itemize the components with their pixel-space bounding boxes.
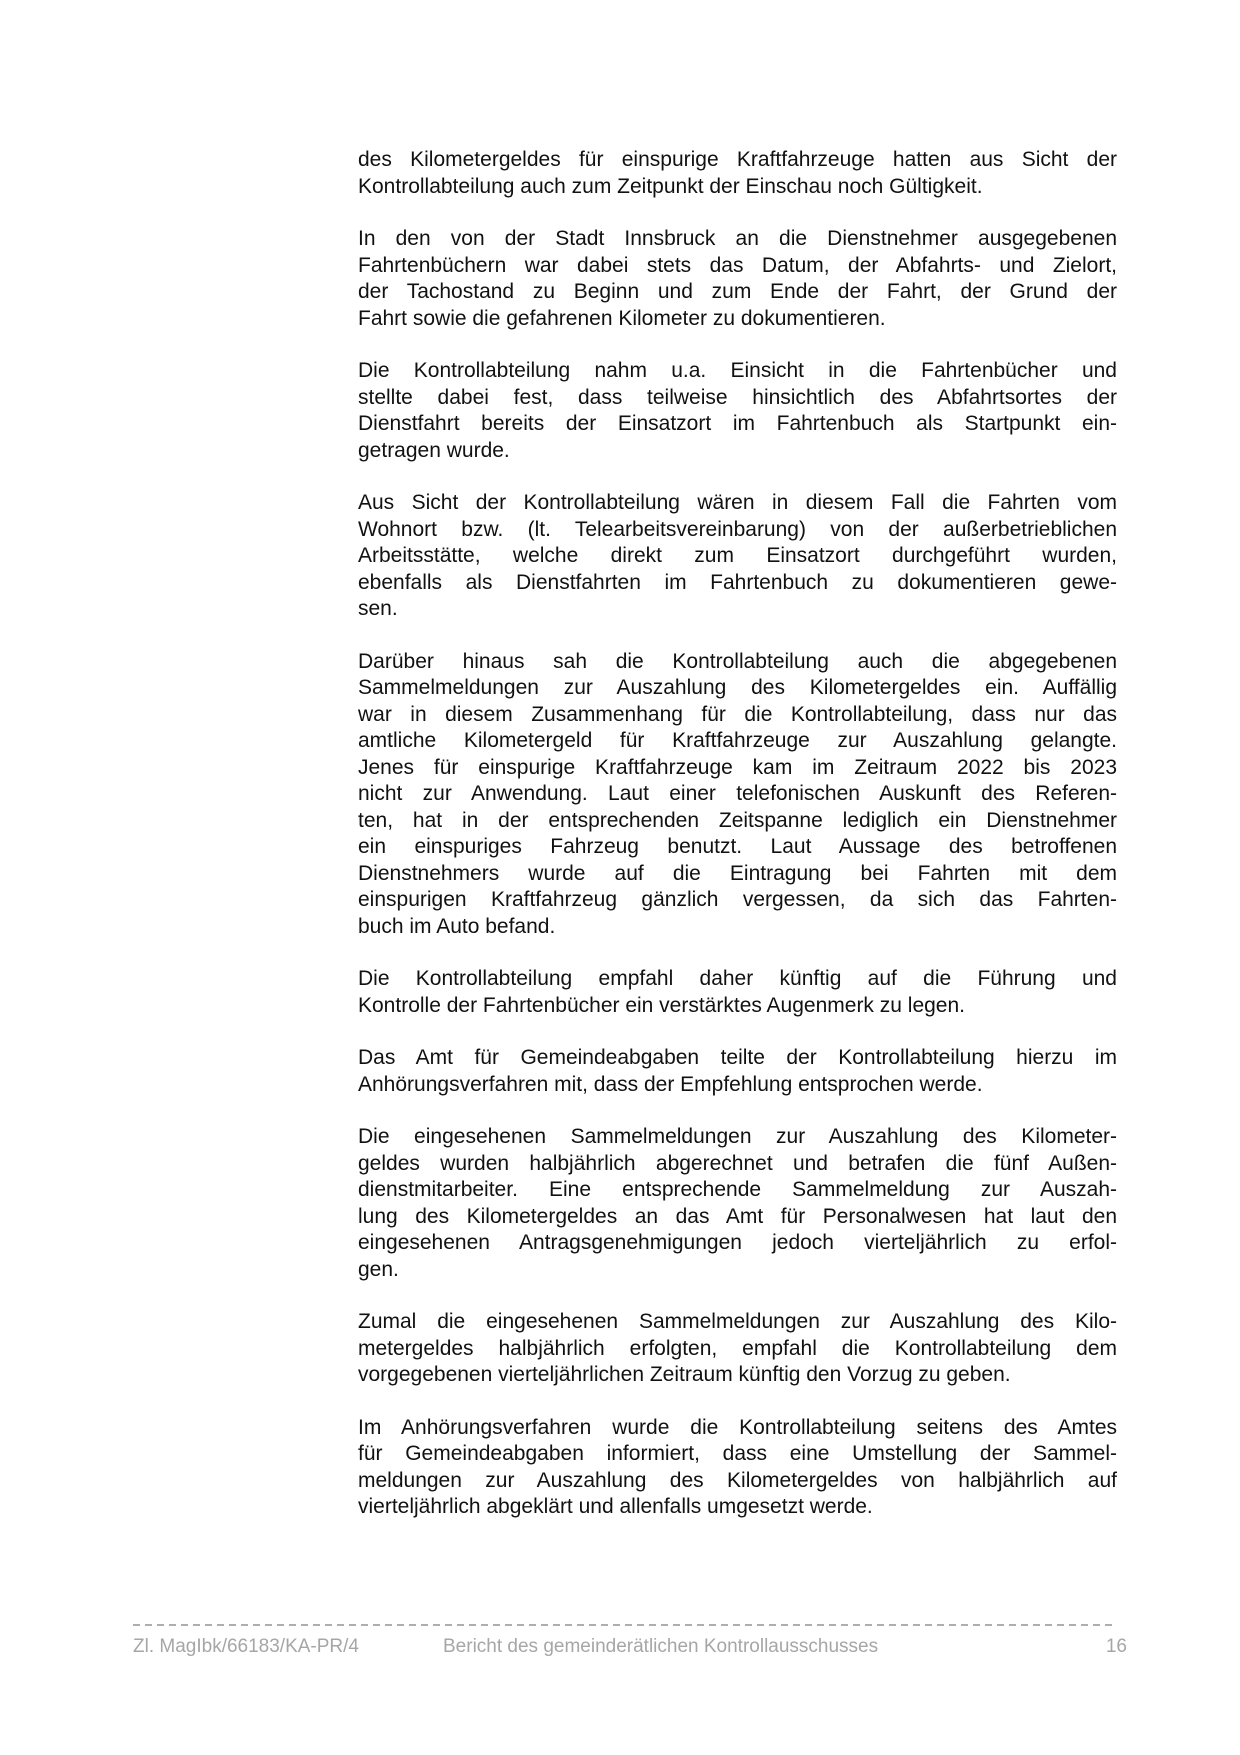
text-line: geldes wurden halbjährlich abgerechnet und betrafen die fünf Außen- [358, 1151, 1117, 1175]
paragraph [358, 966, 1117, 1019]
footer-row [133, 1635, 1127, 1659]
text-line: Jenes für einspurige Kraftfahrzeuge kam im Zeitraum 2022 bis 2023 [358, 755, 1117, 779]
paragraph [358, 649, 1117, 941]
text-line: für Gemeindeabgaben informiert, dass eine Umstellung der Sammel- [358, 1442, 1117, 1465]
paragraph [358, 226, 1117, 332]
text-line: meldungen zur Auszahlung des Kilometergeldes von halbjährlich auf [358, 1468, 1117, 1492]
text-line: In den von der Stadt Innsbruck an die Dienstnehmer ausgegebenen [358, 227, 1117, 250]
text-line: eingesehenen Antragsgenehmigungen jedoch vierteljährlich zu erfol- [358, 1231, 1117, 1254]
text-line: dienstmitarbeiter. Eine entsprechende Sammelmeldung zur Auszah- [358, 1178, 1117, 1201]
footer-reference: Zl. MagIbk/66183/KA-PR/4 [133, 1636, 359, 1657]
text-line: Dienstfahrt bereits der Einsatzort im Fahrtenbuch als Startpunkt ein- [358, 412, 1117, 435]
footer-document-title: Bericht des gemeinderätlichen Kontrollausschusses [443, 1636, 879, 1657]
text-line: nicht zur Anwendung. Laut einer telefonischen Auskunft des Referen- [358, 782, 1117, 805]
text-line: Die Kontrollabteilung nahm u.a. Einsicht in die Fahrtenbücher und [358, 359, 1117, 382]
text-line: der Tachostand zu Beginn und zum Ende der Fahrt, der Grund der [358, 280, 1117, 303]
text-line: amtliche Kilometergeld für Kraftfahrzeuge zur Auszahlung gelangte. [358, 729, 1117, 752]
text-line: einspurigen Kraftfahrzeug gänzlich vergessen, da sich das Fahrten- [358, 888, 1117, 911]
text-line: sen. [358, 597, 398, 620]
text-line: Im Anhörungsverfahren wurde die Kontrollabteilung seitens des Amtes [358, 1415, 1117, 1439]
text-line: Darüber hinaus sah die Kontrollabteilung auch die abgegebenen [358, 649, 1117, 673]
text-line: Zumal die eingesehenen Sammelmeldungen zur Auszahlung des Kilo- [358, 1310, 1117, 1333]
document-body [358, 147, 1117, 1547]
text-line: Aus Sicht der Kontrollabteilung wären in diesem Fall die Fahrten vom [358, 491, 1117, 514]
text-line: Die eingesehenen Sammelmeldungen zur Auszahlung des Kilometer- [358, 1125, 1117, 1148]
text-line: vorgegebenen vierteljährlichen Zeitraum künftig den Vorzug zu geben. [358, 1363, 1011, 1386]
text-line: ebenfalls als Dienstfahrten im Fahrtenbuch zu dokumentieren gewe- [358, 570, 1117, 594]
text-line: Kontrollabteilung auch zum Zeitpunkt der Einschau noch Gültigkeit. [358, 174, 983, 198]
text-line: Fahrt sowie die gefahrenen Kilometer zu dokumentieren. [358, 306, 886, 330]
text-line: Fahrtenbüchern war dabei stets das Datum, der Abfahrts- und Zielort, [358, 253, 1117, 277]
text-line: ein einspuriges Fahrzeug benutzt. Laut Aussage des betroffenen [358, 835, 1117, 858]
text-line: metergeldes halbjährlich erfolgten, empfahl die Kontrollabteilung dem [358, 1336, 1117, 1360]
paragraph [358, 147, 1117, 200]
paragraph [358, 1415, 1117, 1521]
text-line: war in diesem Zusammenhang für die Kontrollabteilung, dass nur das [358, 702, 1117, 726]
text-line: Dienstnehmers wurde auf die Eintragung bei Fahrten mit dem [358, 861, 1117, 885]
text-line: Die Kontrollabteilung empfahl daher künftig auf die Führung und [358, 967, 1117, 990]
paragraph [358, 1309, 1117, 1389]
text-line: stellte dabei fest, dass teilweise hinsichtlich des Abfahrtsortes der [358, 385, 1117, 409]
footer-divider [133, 1624, 1113, 1626]
text-line: vierteljährlich abgeklärt und allenfalls umgesetzt werde. [358, 1495, 873, 1518]
text-line: Anhörungsverfahren mit, dass der Empfehlung entsprochen werde. [358, 1072, 983, 1096]
text-line: Wohnort bzw. (lt. Telearbeitsvereinbarung) von der außerbetrieblichen [358, 517, 1117, 541]
text-line: Das Amt für Gemeindeabgaben teilte der Kontrollabteilung hierzu im [358, 1046, 1117, 1069]
text-line: Sammelmeldungen zur Auszahlung des Kilometergeldes ein. Auffällig [358, 676, 1117, 699]
text-line: lung des Kilometergeldes an das Amt für Personalwesen hat laut den [358, 1204, 1117, 1228]
text-line: ten, hat in der entsprechenden Zeitspanne lediglich ein Dienstnehmer [358, 808, 1117, 832]
paragraph [358, 1045, 1117, 1098]
paragraph [358, 490, 1117, 623]
paragraph [358, 358, 1117, 464]
text-line: des Kilometergeldes für einspurige Kraftfahrzeuge hatten aus Sicht der [358, 148, 1117, 171]
footer-page-number: 16 [1105, 1636, 1127, 1657]
text-line: buch im Auto befand. [358, 914, 556, 938]
paragraph [358, 1124, 1117, 1283]
text-line: Kontrolle der Fahrtenbücher ein verstärktes Augenmerk zu legen. [358, 993, 966, 1017]
text-line: Arbeitsstätte, welche direkt zum Einsatzort durchgeführt wurden, [358, 544, 1117, 567]
page-footer [133, 1624, 1127, 1659]
text-line: gen. [358, 1257, 399, 1281]
text-line: getragen wurde. [358, 438, 510, 462]
